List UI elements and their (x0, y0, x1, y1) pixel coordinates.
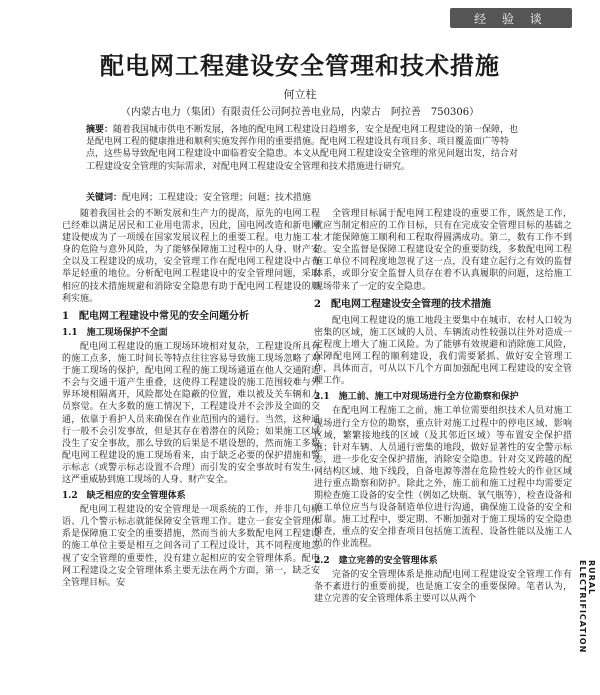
subsection-1-2-heading: 1.2 缺乏相应的安全管理体系 (62, 491, 186, 502)
subsection-2-1-heading: 2.1 施工前、施工中对现场进行全方位勘察和保护 (314, 392, 519, 403)
right-column (314, 208, 572, 605)
keywords-label: 关键词： (86, 193, 123, 203)
right-paragraph-4: 完备的安全管理体系是推动配电网工程建设安全管理工作有条不紊进行的重要前提，也是施工安全的重要保障。笔者认为，建立完善的安全管理体系主要可以从两个 (314, 569, 572, 604)
subsection-1-1-text: 配电网工程建设的施工现场环境相对复杂，工程建设所具有的施工点多，施工时间长等特点往往容易导致施工现场忽略了对于施工现场的保护，配电网工程的施工现场通道在他人交通附近不会与交通干道产生重叠，这使得工程建设的施工范围较难与外界环境相隔离开，风险都处在隐蔽的位置，难以被及关车辆和人员察觉。在大多数的施工情况下，工程建设并不会涉及全面的交通，依靠于看护人员来确保在作业范围内的通行。当然，这种通行一般不会引发事故，但是其存在着潜在的风险；如果施工区域没生了安全事故，那么导致的后果是不堪设想的，然而施工多数配电网工程建设的施工现场看来，由于缺乏必要的保护措施和警示标志（或警示标志设置不合理）而引发的安全事故时有发生，这严重威胁到施工现场的人身、财产安全。 (62, 341, 320, 485)
keywords-text: 配电网；工程建设；安全管理；问题；技术措施 (122, 193, 312, 203)
section-1-heading: 1 配电网工程建设中常见的安全问题分析 (62, 310, 249, 322)
right-paragraph-2: 配电网工程建设的施工地段主要集中在城市、农村人口较为密集的区域，施工区域的人员、车辆流动性较强以往外对造成一定程度上增大了施工风险。为了能够有效规避和消除施工风险，保障配电网工程的顺利建设，我们需要紧抓、做好安全管理工作，具体而言，可从以下几个方面加强配电网工程建设的安全管理工作。 (314, 315, 572, 387)
right-paragraph-3: 在配电网工程施工之前，施工单位需要组织技术人员对施工现场进行全方位的勘察，重点针对施工过程中的停电区域、影响区域，繁繁接地线的区域（及其邻近区域）等布置安全保护措施；针对车辆、人员通行密集的地段，做好显著性的安全警示标志，进一步化安全保护措施，消除安全隐患。针对交叉跨越的配网结构区域、地下线段，自备电源等潜在危险性较大的作业区域进行重点勘察和防护。除此之外，施工前和施工过程中均需要定期检查施工设备的安全性（例如乙炔瓶、氧气瓶等），检查设备和施工单位应当与设备制造单位进行沟通，确保施工设备的安全和可靠。施工过程中，要定期、不断加强对于施工现场的安全隐患排查，重点的安全排查项目包括施工流程、设备性能以及施工人员的作业流程。 (314, 406, 572, 550)
section-tag: 经 验 谈 (450, 8, 572, 28)
abstract-label: 摘要： (86, 125, 114, 135)
section-2-heading: 2 配电网工程建设安全管理的技术措施 (314, 298, 491, 310)
journal-side-label: RURAL ELECTRIFICATION (578, 560, 596, 654)
keywords (86, 190, 526, 203)
subsection-1-2-text: 配电网工程建设的安全管理是一项系统的工作，并非几句标语、几个警示标志就能保障安全管理工作。建立一套安全管理体系是保障施工安全的重要措施，然而当前大多数配电网工程建设的施工单位主要是相互之间各司了工程过设计，其不同程度地忽视了安全管理的重要性，没有建立起相应的安全管理体系。配电网工程建设之安全管理体系主要无法在两个方面，第一，缺乏安全管理目标。安 (62, 505, 320, 588)
article-affiliation: （内蒙古电力（集团）有限责任公司阿拉善电业局，内蒙古 阿拉善 750306） (120, 107, 480, 118)
abstract-text: 随着我国城市供电不断发展，各地的配电网工程建设日趋增多，安全是配电网工程建设的第一保障，也是配电网工程的健康推进和顺利实施发挥作用的重要措施。配电网工程建设具有项目多、项目覆盖面广等特点，这些易导致配电网工程建设中面临着安全隐患。本文从配电网工程建设安全管理的常见问题出发，结合对工程建设安全管理的实际需求，对配电网工程建设安全管理和技术措施进行研究。 (86, 125, 519, 172)
right-paragraph-1: 全管理目标属于配电网工程建设的重要工作，既然是工作，就应当制定相应的工作目标，只有在完成安全管理目标的基础之上才能保障施工顺利和工程取得圆满成功。第二，数有工作不到位。安全监督是保障工程建设安全的重要防线，多数配电网工程施工单位不同程度地忽视了这一点，没有建立起行之有效的监督体系，或即分安全监督人员存在着不认真履职的问题，这给施工现场带来了一定的安全隐患。 (314, 209, 572, 292)
article-title: 配电网工程建设安全管理和技术措施 (100, 51, 500, 80)
subsection-1-1-heading: 1.1 施工现场保护不全面 (62, 327, 168, 338)
abstract (86, 124, 526, 173)
subsection-2-2-heading: 2.2 建立完善的安全管理体系 (314, 555, 438, 566)
left-column (62, 208, 320, 589)
intro-paragraph: 随着我国社会的不断发展和生产力的提高，原先的电网工程已经难以满足居民和工业用电需求，因此，国电网改造和新电网建设便成为了一项缓在国家发展议程上的重要工程。电力施工本身的危险与意外风险，为了能够保障施工过程中的人身、财产安全以及工程建设的成功，安全管理工作在配电网工程建设中占有举足轻重的地位。分析配电网工程建设中的安全管理问题，采取相应的技术措施规避和消除安全隐患有助于配电网工程建设的顺利实施。 (62, 209, 320, 304)
article-author: 何立柱 (283, 88, 317, 101)
